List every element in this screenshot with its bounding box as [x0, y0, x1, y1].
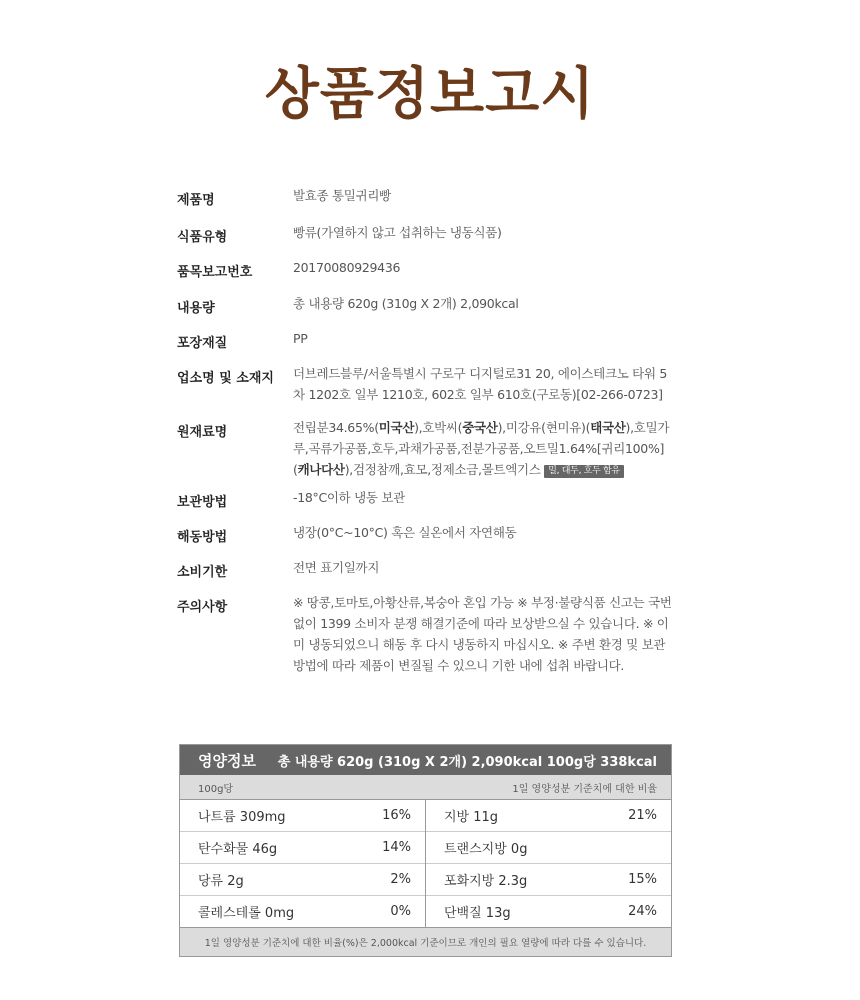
- nutrient-row: [426, 800, 671, 832]
- product-name-label: 제품명: [177, 193, 215, 208]
- allergen-badge: 밀, 대두, 호두 함유: [544, 465, 624, 478]
- nutrient-percent: 16%: [382, 808, 411, 823]
- report-no-label: 품목보고번호: [177, 265, 253, 280]
- nutrient-name: 콜레스테롤 0mg: [198, 906, 295, 921]
- nutrition-subheader: [180, 775, 671, 800]
- origin-usa: 미국산: [378, 420, 415, 435]
- ingredients-text-5: ),검정참깨,효모,정제소금,몰트엑기스: [344, 462, 545, 477]
- per-100g-label: 100g당: [198, 783, 234, 795]
- storage-value: -18°C이하 냉동 보관: [293, 490, 405, 505]
- capacity-label: 내용량: [177, 301, 215, 316]
- expiry-value: 전면 표기일까지: [293, 560, 380, 575]
- nutrition-left-column: [180, 800, 426, 927]
- nutrient-name: 지방 11g: [444, 810, 499, 825]
- thaw-value: 냉장(0°C~10°C) 혹은 실온에서 자연해동: [293, 525, 517, 540]
- nutrient-percent: 24%: [628, 904, 657, 919]
- packaging-label: 포장재질: [177, 336, 228, 351]
- report-no-value: 20170080929436: [293, 260, 401, 275]
- origin-china: 중국산: [462, 420, 498, 435]
- nutrient-row: [180, 864, 425, 896]
- nutrition-table: [179, 744, 672, 957]
- nutrition-body: [180, 800, 671, 927]
- nutrition-footnote: 1일 영양성분 기준치에 대한 비율(%)은 2,000kcal 기준이므로 개인의 필요 열량에 따라 다를 수 있습니다.: [180, 927, 671, 956]
- daily-value-header: 1일 영양성분 기준치에 대한 비율: [512, 783, 657, 795]
- nutrient-percent: 0%: [390, 904, 411, 919]
- nutrient-row: [180, 896, 425, 927]
- caution-value: ※ 땅콩,토마토,아황산류,복숭아 혼입 가능 ※ 부정·불량식품 신고는 국번없이 1399 소비자 분쟁 해결기준에 따라 보상받으실 수 있습니다. ※ 이미 냉동되었으니 해동 후 다시 냉동하지 마십시오. ※ 주변 환경 및 보관방법에 따라 제품이 변질될 수 있으니 기한 내에 섭취 바랍니다.: [293, 595, 672, 673]
- company-value: 더브레드블루/서울특별시 구로구 디지털로31 20, 에이스테크노 타워 5차 1202호 일부 1210호, 602호 일부 610호(구로동)[02-266-0723]: [293, 366, 668, 402]
- nutrient-name: 포화지방 2.3g: [444, 874, 528, 889]
- ingredients-value: [293, 417, 675, 480]
- origin-thailand: 태국산: [590, 420, 626, 435]
- nutrient-percent: 15%: [628, 872, 657, 887]
- nutrient-name: 트랜스지방 0g: [444, 842, 528, 857]
- storage-label: 보관방법: [177, 495, 228, 510]
- product-name-value: 발효종 통밀귀리빵: [293, 188, 391, 203]
- caution-label: 주의사항: [177, 600, 228, 615]
- nutrient-name: 탄수화물 46g: [198, 842, 278, 857]
- nutrient-name: 당류 2g: [198, 874, 244, 889]
- nutrient-row: [426, 896, 671, 927]
- ingredients-label: 원재료명: [177, 425, 228, 440]
- food-type-value: 빵류(가열하지 않고 섭취하는 냉동식품): [293, 225, 502, 240]
- nutrient-percent: 21%: [628, 808, 657, 823]
- expiry-label: 소비기한: [177, 565, 228, 580]
- origin-canada: 캐나다산: [297, 462, 345, 477]
- company-label: 업소명 및 소재지: [177, 371, 274, 386]
- nutrient-name: 단백질 13g: [444, 906, 511, 921]
- nutrient-percent: 14%: [382, 840, 411, 855]
- nutrition-title: 영양정보: [198, 751, 256, 770]
- packaging-value: PP: [293, 331, 308, 346]
- page-title: 상품정보고시: [264, 62, 596, 127]
- nutrient-name: 나트륨 309mg: [198, 810, 286, 825]
- thaw-label: 해동방법: [177, 530, 228, 545]
- ingredients-text-2: ),호박씨(: [414, 420, 463, 435]
- nutrition-right-column: [426, 800, 671, 927]
- nutrition-header: [180, 745, 671, 775]
- ingredients-text-3: ),미강유(현미유)(: [497, 420, 591, 435]
- nutrient-row: [180, 832, 425, 864]
- ingredients-text-4: ),호밀가루,곡류가공품,호두,과채가공품,전분가공품,오트밀1.64%[귀리100%](: [293, 420, 670, 477]
- food-type-label: 식품유형: [177, 230, 228, 245]
- ingredients-text-1: 전립분34.65%(: [293, 420, 379, 435]
- nutrient-row: [426, 832, 671, 864]
- nutrient-percent: 2%: [390, 872, 411, 887]
- nutrient-row: [180, 800, 425, 832]
- nutrition-total: 총 내용량 620g (310g X 2개) 2,090kcal 100g당 338kcal: [277, 754, 657, 770]
- capacity-value: 총 내용량 620g (310g X 2개) 2,090kcal: [293, 296, 519, 311]
- nutrient-row: [426, 864, 671, 896]
